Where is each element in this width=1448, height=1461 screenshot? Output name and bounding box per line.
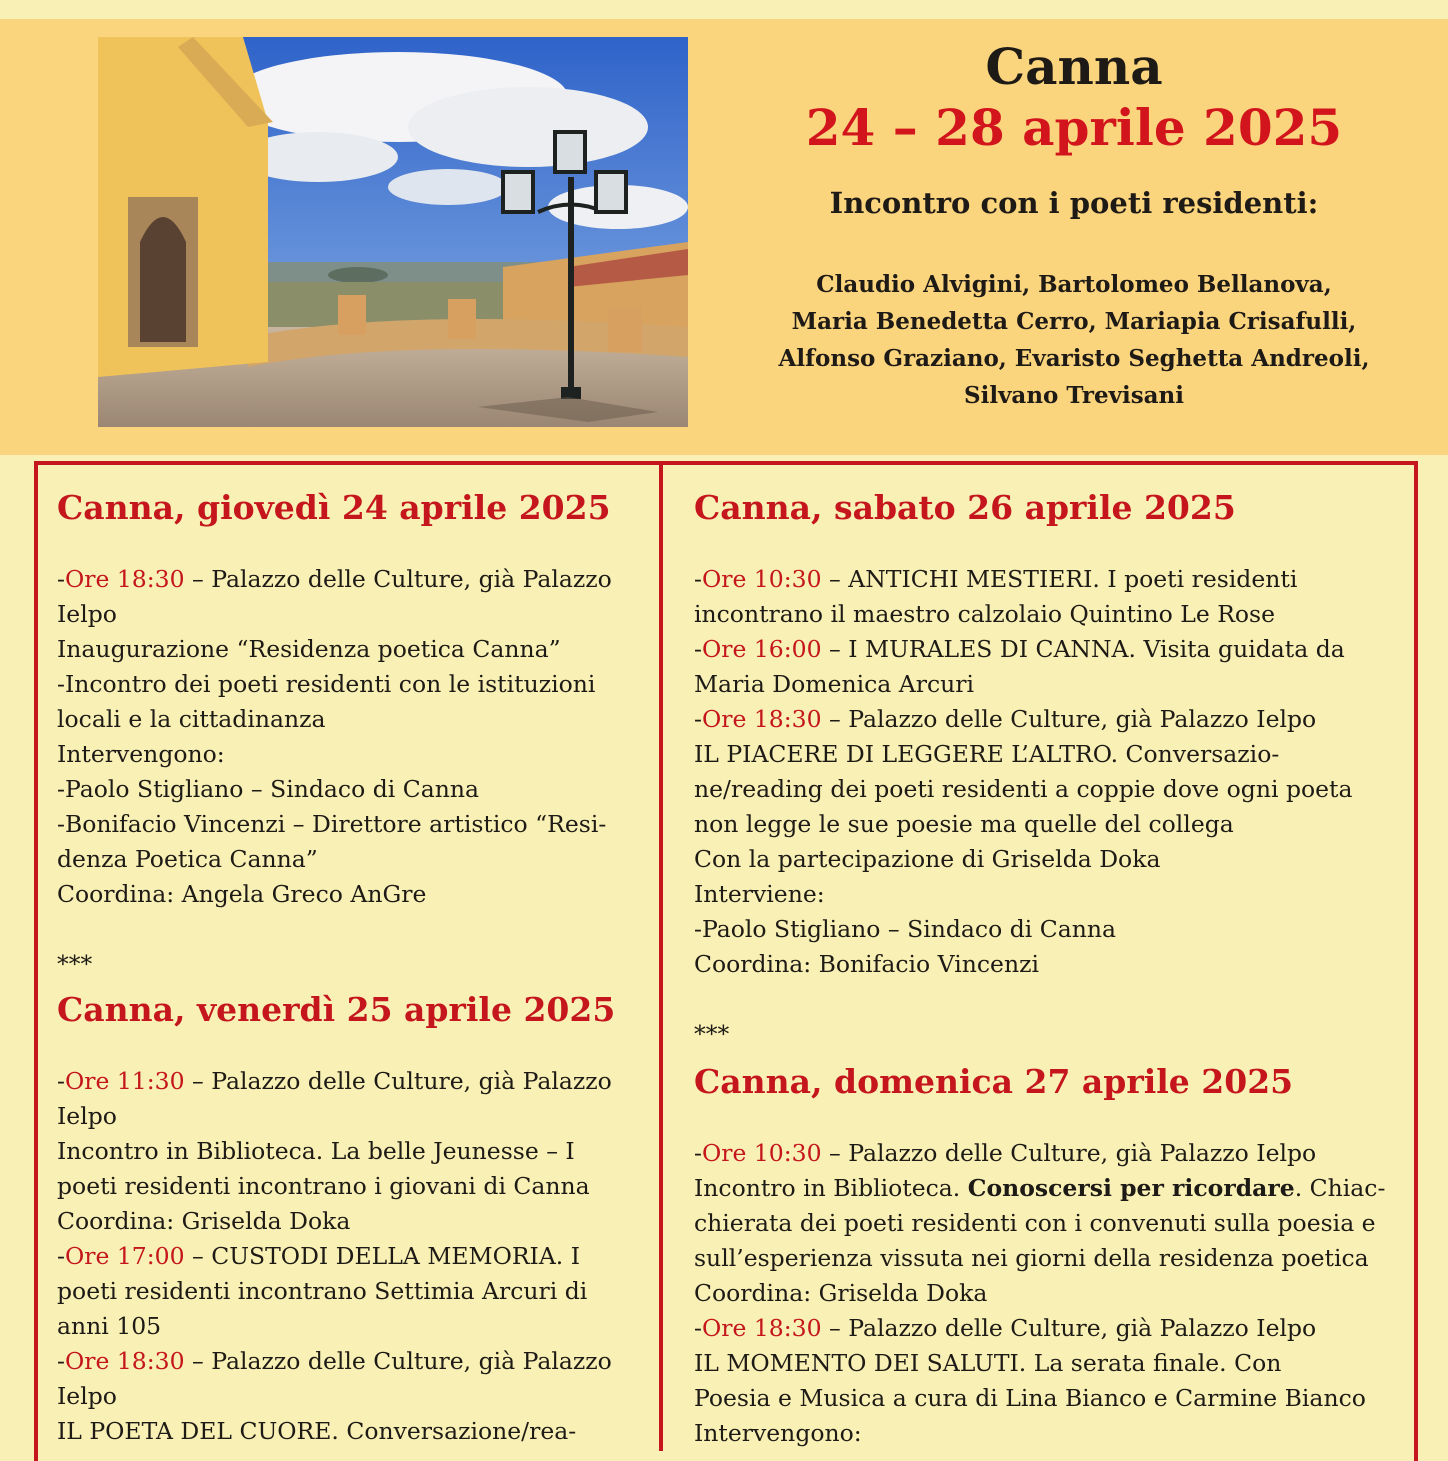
program-line: IL MOMENTO DEI SALUTI. La serata finale. Con	[694, 1349, 1282, 1377]
poets-line: Maria Benedetta Cerro, Mariapia Crisafulli,	[791, 308, 1357, 335]
program-line: Ielpo	[57, 1382, 117, 1410]
event-text: – Palazzo delle Culture, già Palazzo	[184, 1067, 612, 1095]
program-line: Intervengono:	[694, 1419, 862, 1447]
program-line: Coordina: Griselda Doka	[57, 1207, 351, 1235]
event-text: – ANTICHI MESTIERI. I poeti residenti	[821, 565, 1298, 593]
program-line: -Ore 17:00 – CUSTODI DELLA MEMORIA. I	[57, 1242, 581, 1270]
day-title-thursday: Canna, giovedì 24 aprile 2025	[57, 488, 611, 527]
program-line: -Ore 18:30 – Palazzo delle Culture, già Palazzo Ielpo	[694, 705, 1317, 733]
program-line: incontrano il maestro calzolaio Quintino Le Rose	[694, 600, 1276, 628]
event-text: – Palazzo delle Culture, già Palazzo	[184, 565, 612, 593]
program-line	[694, 1171, 1404, 1206]
program-line: -Ore 16:00 – I MURALES DI CANNA. Visita guidata da	[694, 635, 1345, 663]
day-title-sunday: Canna, domenica 27 aprile 2025	[694, 1062, 1294, 1101]
poets-line: Silvano Trevisani	[963, 382, 1185, 409]
column-divider	[659, 461, 663, 1451]
event-time: Ore 18:30	[64, 1347, 185, 1375]
program-line: -Paolo Stigliano – Sindaco di Canna	[57, 775, 479, 803]
poets-line: Alfonso Graziano, Evaristo Seghetta Andreoli,	[778, 345, 1370, 372]
program-line: IL PIACERE DI LEGGERE L’ALTRO. Conversazio-	[694, 740, 1280, 768]
event-text: – I MURALES DI CANNA. Visita guidata da	[821, 635, 1345, 663]
town-photo	[98, 37, 688, 427]
event-highlight: Conoscersi per ricordare	[967, 1174, 1295, 1202]
header-banner	[0, 19, 1448, 455]
event-text: – Palazzo delle Culture, già Palazzo	[184, 1347, 612, 1375]
program-line: -Ore 18:30 – Palazzo delle Culture, già Palazzo Ielpo	[694, 1314, 1317, 1342]
program-line: poeti residenti incontrano Settimia Arcuri di	[57, 1277, 588, 1305]
program-line: -Ore 11:30 – Palazzo delle Culture, già Palazzo	[57, 1067, 612, 1095]
event-text: . Chiac-	[1294, 1174, 1386, 1202]
program-line: Poesia e Musica a cura di Lina Bianco e Carmine Bianco	[694, 1384, 1366, 1412]
program-line: Coordina: Angela Greco AnGre	[57, 880, 427, 908]
program-line: IL POETA DEL CUORE. Conversazione/rea-	[57, 1417, 577, 1445]
event-text: – Palazzo delle Culture, già Palazzo Ielpo	[821, 1314, 1317, 1342]
poets-line: Claudio Alvigini, Bartolomeo Bellanova,	[816, 271, 1332, 298]
event-place: Canna	[985, 37, 1163, 96]
program-line: Interviene:	[694, 880, 825, 908]
program-line: -Ore 18:30 – Palazzo delle Culture, già Palazzo	[57, 565, 612, 593]
program-line: anni 105	[57, 1312, 162, 1340]
day-title-friday: Canna, venerdì 25 aprile 2025	[57, 990, 616, 1029]
event-time: Ore 17:00	[64, 1242, 185, 1270]
day-title-saturday: Canna, sabato 26 aprile 2025	[694, 488, 1236, 527]
event-time: Ore 11:30	[64, 1067, 185, 1095]
program-line: denza Poetica Canna”	[57, 845, 318, 873]
program-line: Maria Domenica Arcuri	[694, 670, 975, 698]
section-separator: ***	[57, 950, 93, 978]
program-line: ne/reading dei poeti residenti a coppie dove ogni poeta	[694, 775, 1353, 803]
program-line: -Bonifacio Vincenzi – Direttore artistico “Resi-	[57, 810, 607, 838]
program-line: Intervengono:	[57, 740, 225, 768]
program-line: sull’esperienza vissuta nei giorni della residenza poetica	[694, 1244, 1369, 1272]
event-text: Incontro in Biblioteca.	[694, 1174, 968, 1202]
event-text: – Palazzo delle Culture, già Palazzo Ielpo	[821, 705, 1317, 733]
program-line: -Incontro dei poeti residenti con le istituzioni	[57, 670, 596, 698]
program-line: locali e la cittadinanza	[57, 705, 326, 733]
event-dates: 24 – 28 aprile 2025	[805, 98, 1343, 157]
poets-list	[700, 266, 1448, 414]
program-line: non legge le sue poesie ma quelle del collega	[694, 810, 1234, 838]
event-subtitle: Incontro con i poeti residenti:	[829, 186, 1319, 220]
program-line: Incontro in Biblioteca. La belle Jeunesse – I	[57, 1137, 575, 1165]
event-time: Ore 18:30	[701, 1314, 822, 1342]
program-line: -Ore 10:30 – ANTICHI MESTIERI. I poeti residenti	[694, 565, 1298, 593]
program-line: -Ore 10:30 – Palazzo delle Culture, già Palazzo Ielpo	[694, 1139, 1317, 1167]
program-line: chierata dei poeti residenti con i convenuti sulla poesia e	[694, 1209, 1376, 1237]
program-line: Ielpo	[57, 600, 117, 628]
event-text: – CUSTODI DELLA MEMORIA. I	[184, 1242, 581, 1270]
program-column-left	[57, 478, 647, 1449]
program-line: poeti residenti incontrano i giovani di Canna	[57, 1172, 590, 1200]
event-time: Ore 16:00	[701, 635, 822, 663]
program-line: Ielpo	[57, 1102, 117, 1130]
event-title-block	[700, 37, 1448, 414]
program-line: Coordina: Bonifacio Vincenzi	[694, 950, 1039, 978]
event-time: Ore 10:30	[701, 565, 822, 593]
program-line: -Ore 18:30 – Palazzo delle Culture, già Palazzo	[57, 1347, 612, 1375]
event-time: Ore 18:30	[64, 565, 185, 593]
event-time: Ore 18:30	[701, 705, 822, 733]
program-line: -Paolo Stigliano – Sindaco di Canna	[694, 915, 1116, 943]
program-line: Con la partecipazione di Griselda Doka	[694, 845, 1161, 873]
program-line: Coordina: Griselda Doka	[694, 1279, 988, 1307]
section-separator: ***	[694, 1020, 730, 1048]
event-text: – Palazzo delle Culture, già Palazzo Ielpo	[821, 1139, 1317, 1167]
program-column-right	[694, 478, 1404, 1451]
event-time: Ore 10:30	[701, 1139, 822, 1167]
program-line: Inaugurazione “Residenza poetica Canna”	[57, 635, 561, 663]
